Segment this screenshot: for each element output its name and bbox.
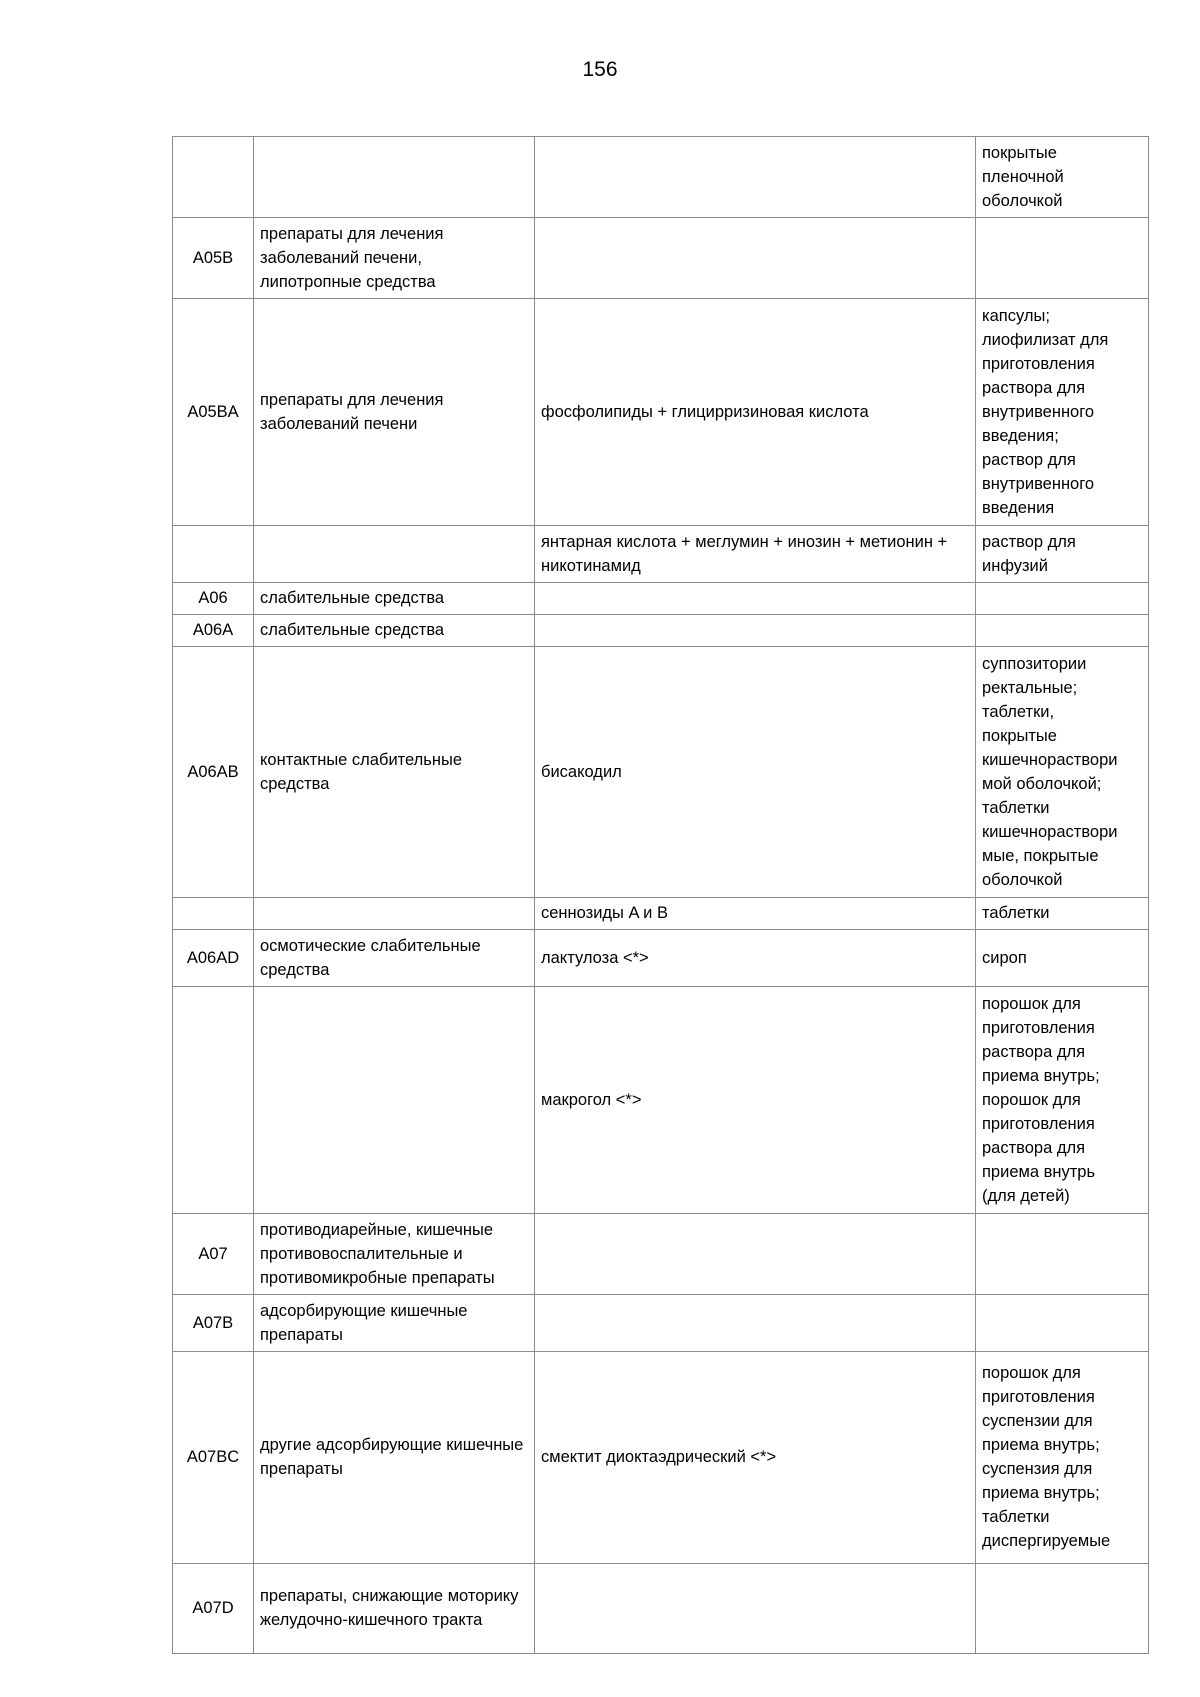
dosage-form-cell <box>976 898 1149 930</box>
group-name-cell <box>254 526 535 583</box>
drug-name-cell: макрогол <*> <box>535 987 976 1214</box>
dosage-form-cell <box>976 526 1149 583</box>
drug-table <box>172 136 1149 1654</box>
drug-name-cell: смектит диоктаэдрический <*> <box>535 1352 976 1564</box>
dosage-form-cell <box>976 987 1149 1214</box>
dosage-form-text: раствор для инфузий <box>982 532 1076 575</box>
dosage-form-cell <box>976 218 1149 299</box>
dosage-form-cell <box>976 1564 1149 1654</box>
group-name-cell: препараты для лечения заболеваний печени <box>254 299 535 526</box>
table-row <box>173 526 1149 583</box>
dosage-form-cell <box>976 583 1149 615</box>
table-row <box>173 1564 1149 1654</box>
atc-code-cell: A07B <box>173 1295 254 1352</box>
group-name-cell <box>254 898 535 930</box>
group-name-cell: препараты, снижающие моторику желудочно-кишечного тракта <box>254 1564 535 1654</box>
dosage-form-text: капсулы; лиофилизат для приготовления раствора для внутривенного введения; раствор для внутривенного введения <box>982 306 1109 517</box>
dosage-form-text: суппозитории ректальные; таблетки, покрытые кишечнораствори мой оболочкой; таблетки кишечнораствори мые, покрытые оболочкой <box>982 654 1118 889</box>
group-name-cell: противодиарейные, кишечные противовоспалительные и противомикробные препараты <box>254 1214 535 1295</box>
dosage-form-cell <box>976 1214 1149 1295</box>
table-row <box>173 898 1149 930</box>
group-name-cell: другие адсорбирующие кишечные препараты <box>254 1352 535 1564</box>
dosage-form-cell <box>976 930 1149 987</box>
dosage-form-text: таблетки <box>982 904 1050 922</box>
drug-name-cell: лактулоза <*> <box>535 930 976 987</box>
atc-code-cell: A06AD <box>173 930 254 987</box>
table-row <box>173 299 1149 526</box>
atc-code-cell <box>173 987 254 1214</box>
group-name-cell: адсорбирующие кишечные препараты <box>254 1295 535 1352</box>
drug-name-cell: сеннозиды A и B <box>535 898 976 930</box>
atc-code-cell <box>173 526 254 583</box>
atc-code-cell: A06AB <box>173 647 254 898</box>
dosage-form-cell <box>976 299 1149 526</box>
atc-code-cell: A05B <box>173 218 254 299</box>
drug-name-cell <box>535 1214 976 1295</box>
dosage-form-text: порошок для приготовления суспензии для приема внутрь; суспензия для приема внутрь; таблетки диспергируемые <box>982 1364 1111 1550</box>
drug-name-cell <box>535 583 976 615</box>
dosage-form-text: сироп <box>982 948 1027 967</box>
atc-code-cell: A07 <box>173 1214 254 1295</box>
atc-code-cell: A05BA <box>173 299 254 526</box>
dosage-form-cell <box>976 615 1149 647</box>
drug-name-cell <box>535 218 976 299</box>
drug-name-cell: бисакодил <box>535 647 976 898</box>
dosage-form-text: порошок для приготовления раствора для приема внутрь; порошок для приготовления раствора для приема внутрь (для детей) <box>982 994 1100 1205</box>
group-name-cell: препараты для лечения заболеваний печени, липотропные средства <box>254 218 535 299</box>
group-name-cell: контактные слабительные средства <box>254 647 535 898</box>
group-name-cell: слабительные средства <box>254 615 535 647</box>
table-row <box>173 218 1149 299</box>
drug-name-cell <box>535 1564 976 1654</box>
table-row <box>173 1352 1149 1564</box>
atc-code-cell: A07BC <box>173 1352 254 1564</box>
group-name-cell <box>254 137 535 218</box>
group-name-cell <box>254 987 535 1214</box>
dosage-form-cell <box>976 1295 1149 1352</box>
atc-code-cell: A06 <box>173 583 254 615</box>
table-row <box>173 987 1149 1214</box>
atc-code-cell: A06A <box>173 615 254 647</box>
drug-name-cell <box>535 1295 976 1352</box>
table-row <box>173 1214 1149 1295</box>
atc-code-cell: A07D <box>173 1564 254 1654</box>
drug-name-cell <box>535 615 976 647</box>
table-row <box>173 615 1149 647</box>
drug-table-body <box>173 137 1149 1654</box>
drug-name-cell: фосфолипиды + глицирризиновая кислота <box>535 299 976 526</box>
group-name-cell: осмотические слабительные средства <box>254 930 535 987</box>
table-row <box>173 137 1149 218</box>
atc-code-cell <box>173 898 254 930</box>
page-number: 156 <box>582 58 618 81</box>
table-row <box>173 1295 1149 1352</box>
dosage-form-text: покрытые пленочной оболочкой <box>982 143 1064 210</box>
dosage-form-cell <box>976 647 1149 898</box>
dosage-form-cell <box>976 1352 1149 1564</box>
atc-code-cell <box>173 137 254 218</box>
drug-name-cell <box>535 137 976 218</box>
table-row <box>173 583 1149 615</box>
dosage-form-cell <box>976 137 1149 218</box>
table-row <box>173 930 1149 987</box>
group-name-cell: слабительные средства <box>254 583 535 615</box>
drug-name-cell: янтарная кислота + меглумин + инозин + метионин + никотинамид <box>535 526 976 583</box>
table-row <box>173 647 1149 898</box>
